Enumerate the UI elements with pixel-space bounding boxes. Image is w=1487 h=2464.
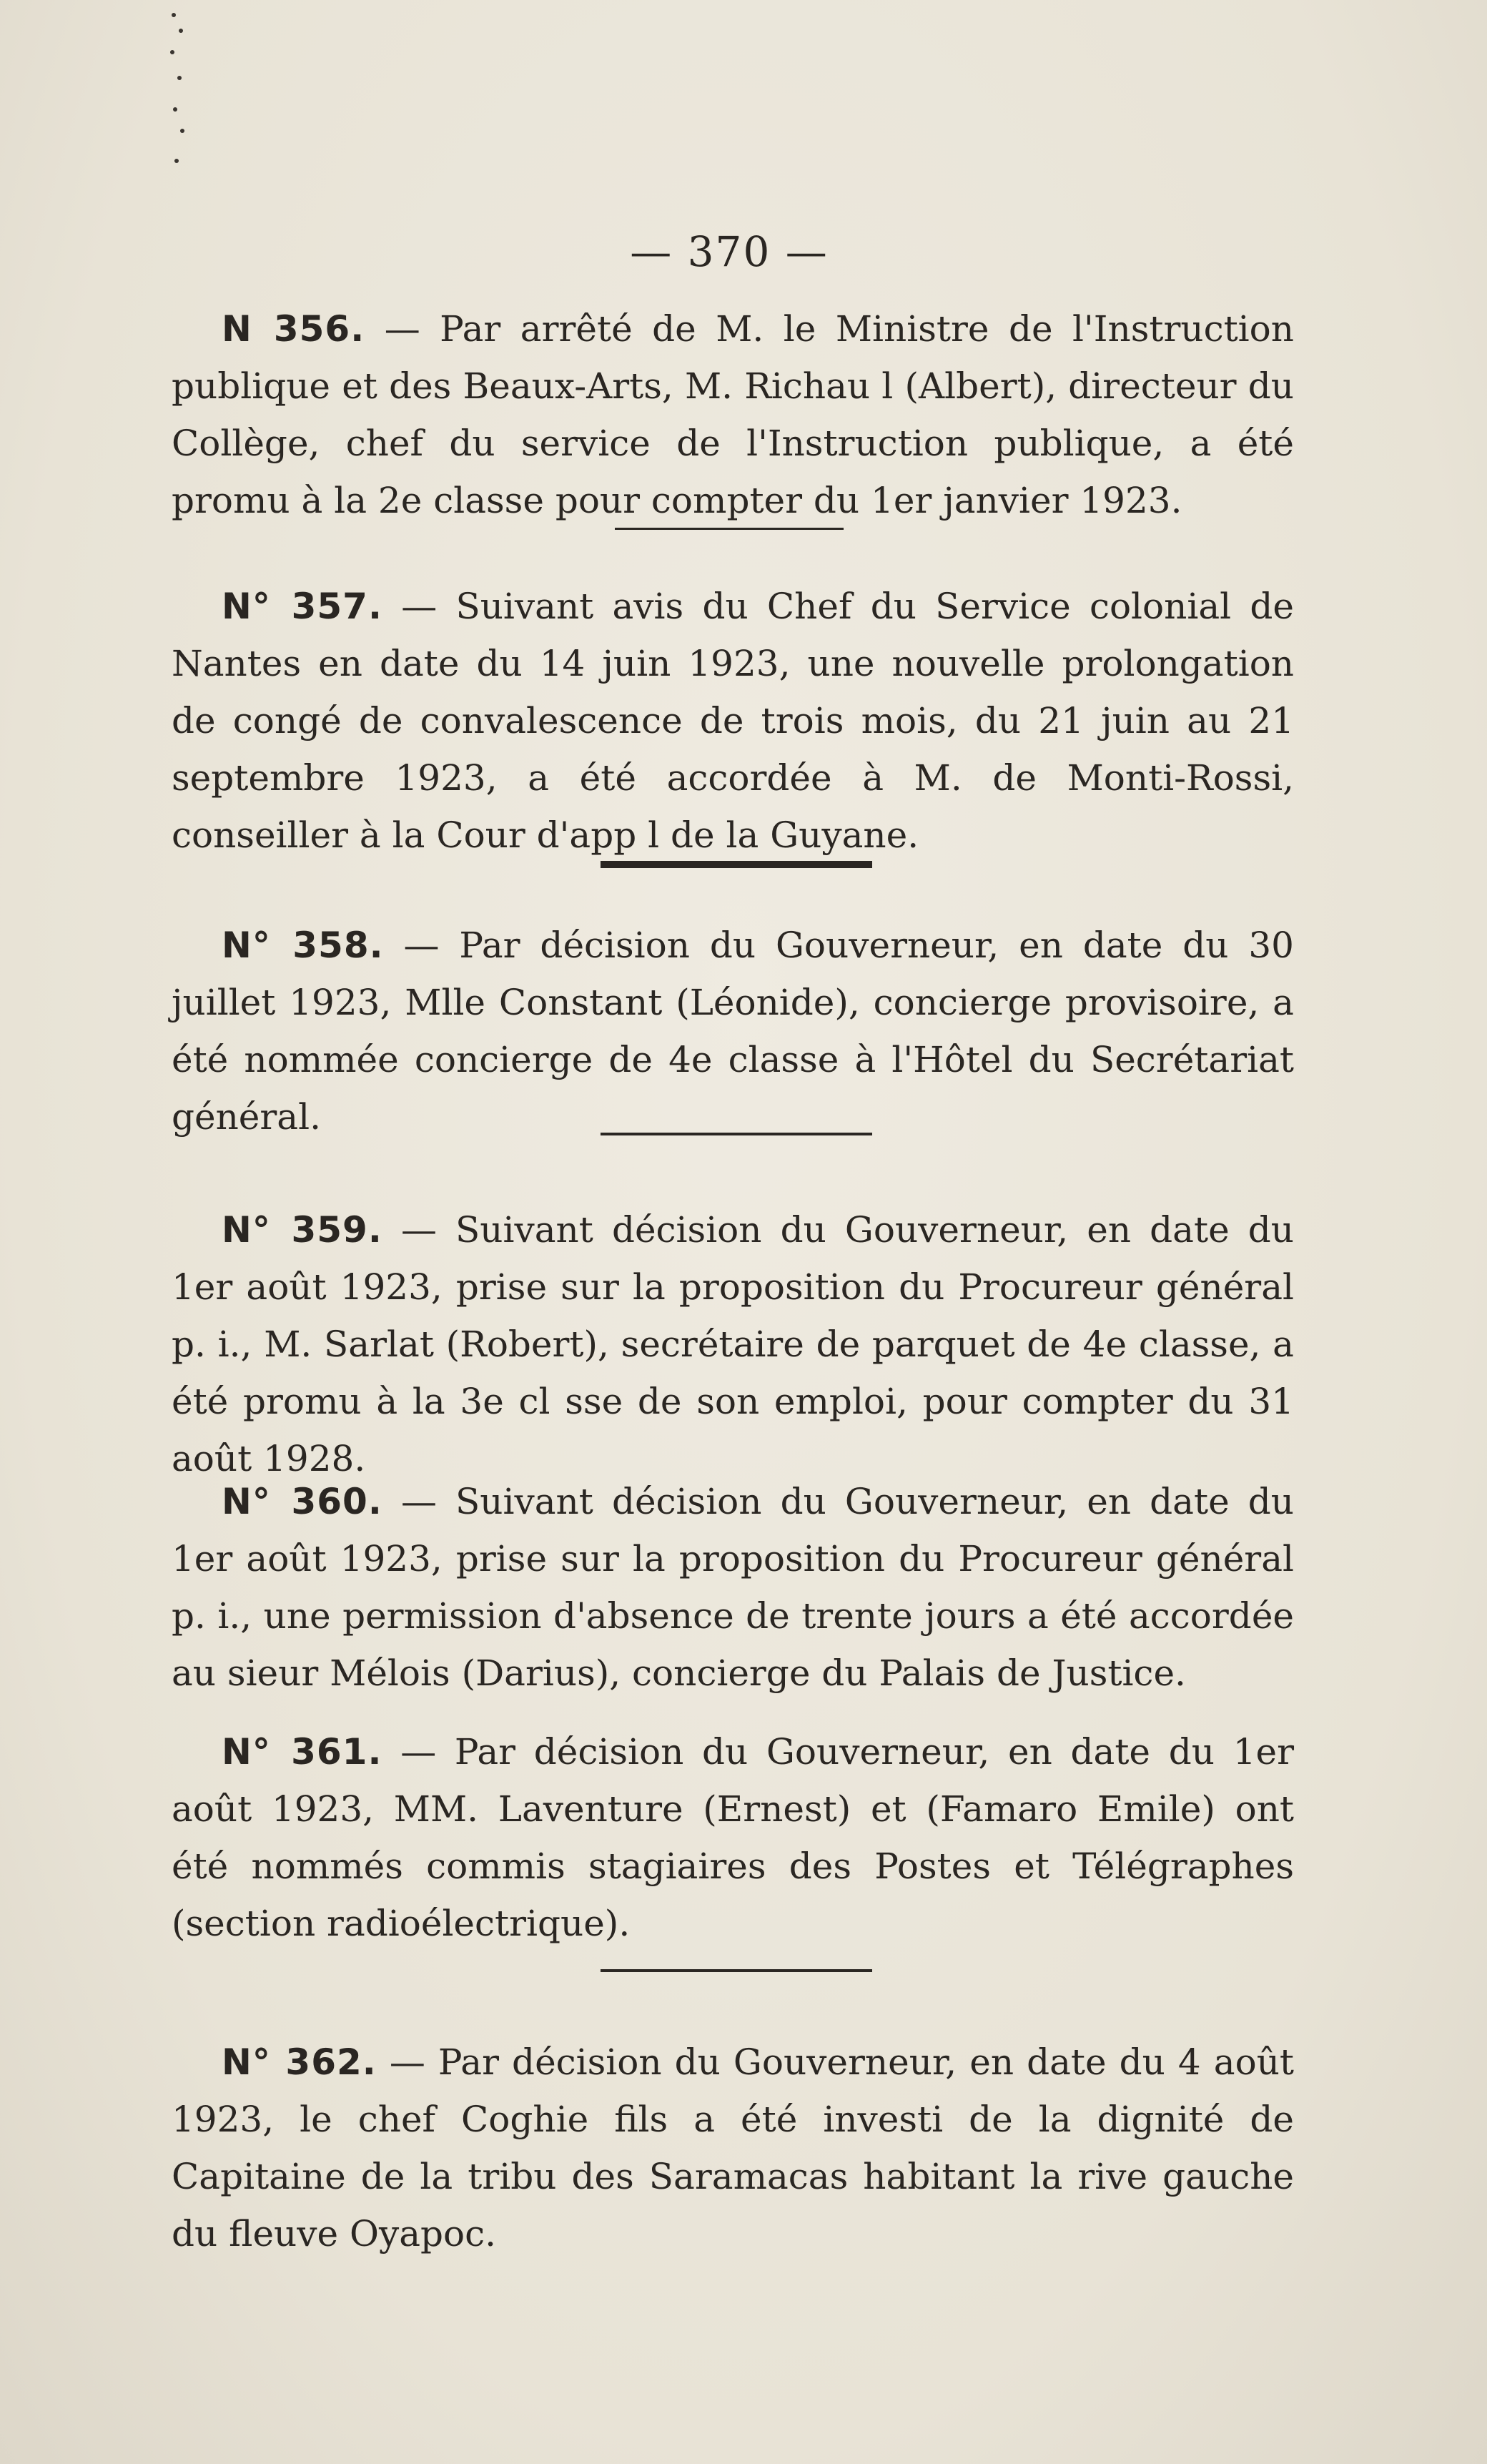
entry-text: — Suivant avis du Chef du Service colonial de Nantes en date du 14 juin 1923, une nouvelle prolongation de congé de convalescence de trois mois, du 21 juin au 21 septembre 1923, a été accordée à M. de Monti-Rossi, conseiller à la Cour d'app l de la Guyane. xyxy=(172,586,1294,856)
entry-361 xyxy=(172,1723,1294,1952)
entry-362 xyxy=(172,2034,1294,2262)
entry-text: — Suivant décision du Gouverneur, en date du 1er août 1923, prise sur la proposition du Procureur général p. i., une permission d'absence de trente jours a été accordée au sieur Mélois (Darius), concierge du Palais de Justice. xyxy=(172,1481,1294,1694)
entry-text: — Par décision du Gouverneur, en date du 4 août 1923, le chef Coghie fils a été investi de la dignité de Capitaine de la tribu des Saramacas habitant la rive gauche du fleuve Oyapoc. xyxy=(172,2041,1294,2254)
separator-rule xyxy=(601,1969,872,1972)
page-number: — 370 — xyxy=(630,227,829,276)
entry-text: — Suivant décision du Gouverneur, en date du 1er août 1923, prise sur la proposition du Procureur général p. i., M. Sarlat (Robert), secrétaire de parquet de 4e classe, a été promu à la 3e cl sse de son emploi, pour compter du 31 août 1928. xyxy=(172,1209,1294,1479)
entry-number: N° 358. xyxy=(222,925,384,966)
entry-357 xyxy=(172,578,1294,864)
entry-number: N° 357. xyxy=(222,586,382,627)
entry-number: N° 359. xyxy=(222,1209,382,1251)
entry-number: N° 360. xyxy=(222,1481,382,1522)
entry-356 xyxy=(172,300,1294,529)
entry-text: — Par décision du Gouverneur, en date du 1er août 1923, MM. Laventure (Ernest) et (Famaro Emile) ont été nommés commis stagiaires des Postes et Télégraphes (section radioélectrique). xyxy=(172,1731,1294,1944)
entry-358 xyxy=(172,917,1294,1145)
entry-360 xyxy=(172,1473,1294,1702)
entry-359 xyxy=(172,1201,1294,1487)
entry-text: — Par décision du Gouverneur, en date du 30 juillet 1923, Mlle Constant (Léonide), concierge provisoire, a été nommée concierge de 4e classe à l'Hôtel du Secrétariat général. xyxy=(172,925,1294,1138)
entry-number: N 356. xyxy=(222,308,365,350)
separator-rule xyxy=(615,528,844,530)
separator-rule xyxy=(601,861,872,868)
entry-number: N° 362. xyxy=(222,2041,377,2083)
separator-rule xyxy=(601,1133,872,1135)
entry-text: — Par arrêté de M. le Ministre de l'Instruction publique et des Beaux-Arts, M. Richau l (Albert), directeur du Collège, chef du service de l'Instruction publique, a été promu à la 2e classe pour compter du 1er janvier 1923. xyxy=(172,308,1294,521)
entry-number: N° 361. xyxy=(222,1731,382,1773)
margin-marks xyxy=(169,7,197,164)
